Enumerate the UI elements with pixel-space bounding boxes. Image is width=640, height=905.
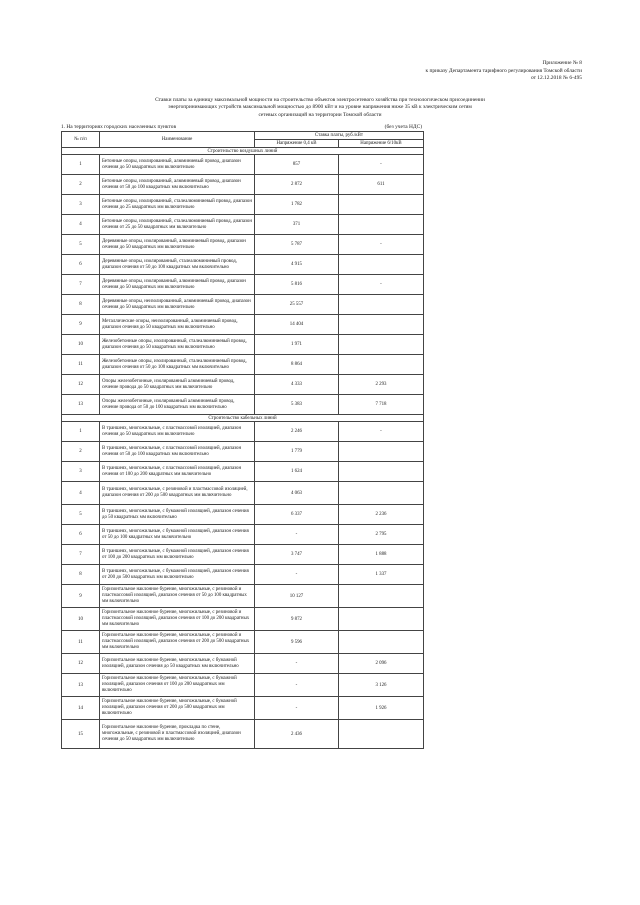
- row-value-04kv: 1 971: [255, 335, 339, 355]
- table-row: [62, 155, 424, 175]
- row-value-04kv: 6 337: [255, 505, 339, 525]
- header-voltage-610: Напряжение 6/10кВ: [339, 140, 424, 148]
- appendix-line: к приказу Департамента тарифного регулирования Томской области: [425, 67, 582, 74]
- row-number: 13: [62, 395, 100, 415]
- row-value-04kv: 9 596: [255, 631, 339, 654]
- row-name: Горизонтальное наклонное бурение, прокладка по стене, многожильные, с резиновой и пластмассовой изоляцией, диапазон сечения до 50 квадратных мм включительно: [100, 720, 255, 749]
- row-value-610kv: 1 926: [339, 697, 424, 720]
- table-row: [62, 545, 424, 565]
- table-row: [62, 631, 424, 654]
- row-name: Деревянные опоры, изолированный, сталеалюминиевый провод, диапазон сечения от 50 до 100 квадратных мм включительно: [100, 255, 255, 275]
- title-line: энергопринимающих устройств максимальной мощностью до 8900 кВт и на уровне напряжения ниже 35 кВ к электрическим сетям: [168, 104, 472, 111]
- row-name: Деревянные опоры, изолированный, алюминиевый провод, диапазон сечения до 50 квадратных мм включительно: [100, 235, 255, 255]
- row-number: 12: [62, 375, 100, 395]
- row-value-610kv: [339, 442, 424, 462]
- row-number: 9: [62, 315, 100, 335]
- row-value-04kv: 5 816: [255, 275, 339, 295]
- header-voltage-04: Напряжение 0,4 кВ: [255, 140, 339, 148]
- table-row: [62, 697, 424, 720]
- row-name: Опоры железобетонные, изолированный алюминиевый провод, сечение провода от 50 до 100 квадратных мм включительно: [100, 395, 255, 415]
- row-value-610kv: -: [339, 275, 424, 295]
- table-row: [62, 335, 424, 355]
- row-value-610kv: 3 126: [339, 674, 424, 697]
- row-value-610kv: [339, 295, 424, 315]
- row-value-04kv: 1 624: [255, 462, 339, 482]
- row-value-610kv: [339, 608, 424, 631]
- table-row: [62, 462, 424, 482]
- row-value-610kv: [339, 195, 424, 215]
- row-name: Бетонные опоры, изолированный, алюминиевый провод, диапазон сечения от 50 до 100 квадратных мм включительно: [100, 175, 255, 195]
- table-row: [62, 235, 424, 255]
- row-number: 6: [62, 525, 100, 545]
- row-value-04kv: 371: [255, 215, 339, 235]
- row-value-04kv: 1 779: [255, 442, 339, 462]
- table-row: [62, 215, 424, 235]
- table-row: [62, 482, 424, 505]
- table-row: [62, 255, 424, 275]
- row-name: Бетонные опоры, изолированный, сталеалюминиевый провод, диапазон сечения до 25 квадратных мм включительно: [100, 195, 255, 215]
- header-rate: Ставка платы, руб./кВт: [255, 132, 424, 140]
- row-value-610kv: [339, 585, 424, 608]
- row-value-610kv: [339, 215, 424, 235]
- row-number: 3: [62, 195, 100, 215]
- row-name: В траншеях, многожильные, с пластмассовой изоляцией, диапазон сечения до 50 квадратных мм включительно: [100, 422, 255, 442]
- row-value-610kv: -: [339, 155, 424, 175]
- row-value-04kv: 25 557: [255, 295, 339, 315]
- row-value-610kv: [339, 255, 424, 275]
- row-value-610kv: [339, 335, 424, 355]
- table-row: [62, 195, 424, 215]
- rates-table: [61, 131, 424, 749]
- table-row: [62, 565, 424, 585]
- row-number: 4: [62, 215, 100, 235]
- row-name: Деревянные опоры, неизолированный, алюминиевый провод, диапазон сечения до 50 квадратных мм включительно: [100, 295, 255, 315]
- header-num: № п/п: [62, 132, 100, 148]
- row-number: 8: [62, 565, 100, 585]
- row-value-04kv: -: [255, 565, 339, 585]
- table-row: [62, 395, 424, 415]
- table-row: [62, 720, 424, 749]
- document-title: [60, 97, 580, 119]
- rates-body: [62, 148, 424, 749]
- row-name: Горизонтальное наклонное бурение, многожильные, с бумажной изоляцией, диапазон сечения от 100 до 200 квадратных мм включительно: [100, 674, 255, 697]
- row-name: Горизонтальное наклонное бурение, многожильные, с резиновой и пластмассовой изоляцией, диапазон сечения от 50 до 100 квадратных мм включительно: [100, 585, 255, 608]
- row-name: Металлические опоры, неизолированный, алюминиевый провод, диапазон сечения до 50 квадратных мм включительно: [100, 315, 255, 335]
- row-name: Железобетонные опоры, изолированный, сталеалюминиевый провод, диапазон сечения от 50 до 100 квадратных мм включительно: [100, 355, 255, 375]
- row-value-610kv: -: [339, 422, 424, 442]
- row-value-04kv: 2 872: [255, 175, 339, 195]
- row-name: Горизонтальное наклонное бурение, многожильные, с бумажной изоляцией, диапазон сечения от 200 до 500 квадратных мм включительно: [100, 697, 255, 720]
- appendix-line: Приложение № 8: [542, 60, 582, 66]
- row-number: 15: [62, 720, 100, 749]
- row-number: 13: [62, 674, 100, 697]
- row-name: В траншеях, многожильные, с бумажной изоляцией, диапазон сечения от 100 до 200 квадратных мм включительно: [100, 545, 255, 565]
- row-name: Бетонные опоры, изолированный, сталеалюминиевый провод, диапазон сечения от 25 до 50 квадратных мм включительно: [100, 215, 255, 235]
- row-number: 4: [62, 482, 100, 505]
- table-row: [62, 422, 424, 442]
- row-value-610kv: [339, 462, 424, 482]
- row-name: Бетонные опоры, изолированный, алюминиевый провод, диапазон сечения до 50 квадратных мм включительно: [100, 155, 255, 175]
- row-value-04kv: 857: [255, 155, 339, 175]
- row-number: 12: [62, 654, 100, 674]
- row-name: В траншеях, многожильные, с бумажной изоляцией, диапазон сечения от 200 до 500 квадратных мм включительно: [100, 565, 255, 585]
- table-row: [62, 525, 424, 545]
- section-row: [62, 148, 424, 155]
- row-value-04kv: 4 063: [255, 482, 339, 505]
- row-value-04kv: 1 782: [255, 195, 339, 215]
- section-title: Строительство кабельных линий: [62, 415, 424, 422]
- row-value-04kv: 8 864: [255, 355, 339, 375]
- table-row: [62, 375, 424, 395]
- row-value-610kv: -: [339, 235, 424, 255]
- row-value-04kv: 4 333: [255, 375, 339, 395]
- row-name: Опоры железобетонные, изолированный алюминиевый провод, сечение провода до 50 квадратных мм включительно: [100, 375, 255, 395]
- table-row: [62, 295, 424, 315]
- table-row: [62, 585, 424, 608]
- row-number: 11: [62, 355, 100, 375]
- row-name: Горизонтальное наклонное бурение, многожильные, с резиновой и пластмассовой изоляцией, диапазон сечения от 100 до 200 квадратных мм включительно: [100, 608, 255, 631]
- section-subtitle: 1. На территориях городских населенных пунктов: [61, 124, 177, 130]
- row-number: 7: [62, 545, 100, 565]
- row-value-610kv: [339, 315, 424, 335]
- section-title: Строительство воздушных линий: [62, 148, 424, 155]
- table-row: [62, 315, 424, 335]
- title-line: Ставки платы за единицу максимальной мощности на строительство объектов электросетевого хозяйства при технологическом присоединении: [155, 97, 485, 103]
- unit-note: (без учета НДС): [384, 124, 422, 130]
- row-value-04kv: -: [255, 697, 339, 720]
- row-value-610kv: 7 718: [339, 395, 424, 415]
- row-number: 2: [62, 442, 100, 462]
- row-value-04kv: 3 747: [255, 545, 339, 565]
- row-number: 10: [62, 335, 100, 355]
- row-value-04kv: 9 872: [255, 608, 339, 631]
- appendix-header: [426, 60, 582, 83]
- row-number: 11: [62, 631, 100, 654]
- row-value-610kv: [339, 720, 424, 749]
- row-name: В траншеях, многожильные, с пластмассовой изоляцией, диапазон сечения от 100 до 200 квадратных мм включительно: [100, 462, 255, 482]
- row-number: 5: [62, 505, 100, 525]
- row-value-04kv: -: [255, 654, 339, 674]
- row-value-610kv: 1 888: [339, 545, 424, 565]
- row-number: 8: [62, 295, 100, 315]
- row-value-04kv: 5 383: [255, 395, 339, 415]
- row-number: 7: [62, 275, 100, 295]
- row-number: 10: [62, 608, 100, 631]
- row-value-610kv: 611: [339, 175, 424, 195]
- row-number: 2: [62, 175, 100, 195]
- header-name: Наименование: [100, 132, 255, 148]
- table-row: [62, 442, 424, 462]
- row-name: Железобетонные опоры, изолированный, сталеалюминиевый провод, диапазон сечения до 50 квадратных мм включительно: [100, 335, 255, 355]
- title-line: сетевых организаций на территории Томской области: [258, 111, 382, 118]
- table-row: [62, 608, 424, 631]
- row-value-610kv: 2 293: [339, 375, 424, 395]
- row-value-610kv: 2 096: [339, 654, 424, 674]
- row-number: 6: [62, 255, 100, 275]
- row-value-610kv: [339, 482, 424, 505]
- row-value-610kv: [339, 631, 424, 654]
- row-value-04kv: 4 915: [255, 255, 339, 275]
- appendix-line: от 12.12.2018 № 6-495: [530, 75, 582, 82]
- row-name: Горизонтальное наклонное бурение, многожильные, с резиновой и пластмассовой изоляцией, диапазон сечения от 200 до 500 квадратных мм включительно: [100, 631, 255, 654]
- row-number: 5: [62, 235, 100, 255]
- row-value-04kv: -: [255, 525, 339, 545]
- row-name: Деревянные опоры, изолированный, алюминиевый провод, диапазон сечения до 50 квадратных мм включительно: [100, 275, 255, 295]
- table-row: [62, 355, 424, 375]
- row-value-610kv: 2 236: [339, 505, 424, 525]
- table-row: [62, 505, 424, 525]
- row-number: 3: [62, 462, 100, 482]
- table-row: [62, 175, 424, 195]
- row-name: Горизонтальное наклонное бурение, многожильные, с бумажной изоляцией, диапазон сечения до 50 квадратных мм включительно: [100, 654, 255, 674]
- row-value-610kv: 2 795: [339, 525, 424, 545]
- row-value-610kv: [339, 355, 424, 375]
- row-value-04kv: -: [255, 674, 339, 697]
- table-row: [62, 654, 424, 674]
- row-value-04kv: 14 404: [255, 315, 339, 335]
- section-row: [62, 415, 424, 422]
- row-number: 9: [62, 585, 100, 608]
- row-value-04kv: 2 436: [255, 720, 339, 749]
- table-row: [62, 674, 424, 697]
- row-name: В траншеях, многожильные, с бумажной изоляцией, диапазон сечения до 50 квадратных мм включительно: [100, 505, 255, 525]
- row-value-610kv: 1 337: [339, 565, 424, 585]
- row-number: 1: [62, 422, 100, 442]
- row-name: В траншеях, многожильные, с пластмассовой изоляцией, диапазон сечения от 50 до 100 квадратных мм включительно: [100, 442, 255, 462]
- row-name: В траншеях, многожильные, с резиновой и пластмассовой изоляцией, диапазон сечения от 200 до 500 квадратных мм включительно: [100, 482, 255, 505]
- row-number: 14: [62, 697, 100, 720]
- row-number: 1: [62, 155, 100, 175]
- table-row: [62, 275, 424, 295]
- row-value-04kv: 5 787: [255, 235, 339, 255]
- row-value-04kv: 2 246: [255, 422, 339, 442]
- row-name: В траншеях, многожильные, с бумажной изоляцией, диапазон сечения от 50 до 100 квадратных мм включительно: [100, 525, 255, 545]
- row-value-04kv: 10 127: [255, 585, 339, 608]
